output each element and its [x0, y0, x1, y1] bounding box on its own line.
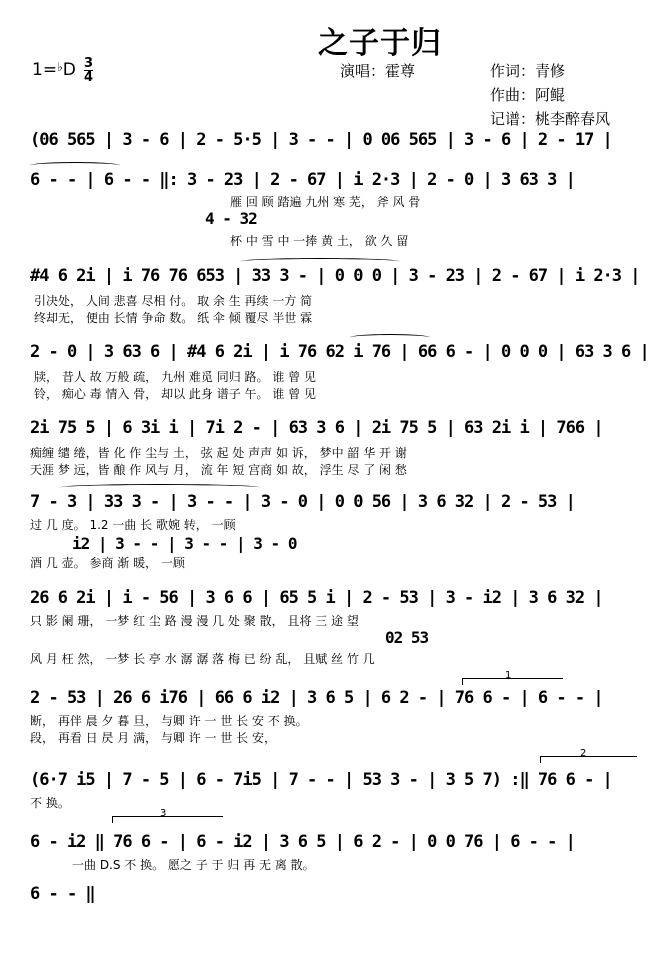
key-note: D	[62, 60, 76, 80]
lyric-row-4-b: 天涯 梦 远，皆 酿 作 风与 月， 流 年 短 宫商 如 故， 浮生 尽 了 闲 愁	[30, 463, 407, 477]
notes-row-5: 7 - 3 | 33 3 - | 3 - - | 3 - 0 | 0 0 56 | 3 6 32 | 2 - 53 |	[30, 492, 575, 512]
time-bottom: 4	[84, 70, 94, 85]
lyric-row-1-b: 杯 中 雪 中 一捧 黄 土， 欲 久 留	[230, 234, 409, 248]
lyric-row-8-a: 不 换。	[30, 796, 70, 810]
lyric-row-2-a: 引决处， 人间 悲喜 尽相 付。 取 余 生 再续 一方 简	[34, 294, 313, 308]
lyric-row-6-a: 只 影 阑 珊， 一梦 红 尘 路 漫 漫 几 处 聚 散， 且将 三 途 望	[30, 614, 359, 628]
volta-1-label: 1	[505, 670, 512, 681]
alt-notes-row-5: i2 | 3 - - | 3 - - | 3 - 0	[72, 534, 297, 553]
volta-3-label: 3	[160, 808, 167, 819]
lyric-row-6-b: 风 月 枉 然， 一梦 长 亭 水 潺 潺 落 梅 已 纷 乱， 且赋 丝 竹 几	[30, 652, 375, 666]
slur	[60, 484, 260, 491]
slur	[240, 258, 400, 265]
lyric-row-7-a: 断， 再伴 晨 夕 暮 旦， 与卿 许 一 世 长 安 不 换。	[30, 714, 308, 728]
score-title: 之子于归	[318, 26, 442, 61]
volta-3-bracket	[112, 816, 223, 823]
notes-row-9: 6 - i2 ‖ 76 6 - | 6 - i2 | 3 6 5 | 6 2 - | 0 0 76 | 6 - - |	[30, 832, 575, 852]
alt-notes-row-1: 4 - 32	[205, 209, 257, 228]
lyric-row-5-b: 酒 几 壶。 参商 渐 暖， 一顾	[30, 556, 185, 570]
notes-row-8: (6·7 i5 | 7 - 5 | 6 - 7i5 | 7 - - | 53 3 - | 3 5 7) :‖ 76 6 - |	[30, 770, 612, 790]
notes-row-1: 6 - - | 6 - - ‖: 3 - 23 | 2 - 67 | i 2·3 | 2 - 0 | 3 63 3 |	[30, 170, 575, 190]
notes-row-4: 2i 75 5 | 6 3i i | 7i 2 - | 63 3 6 | 2i 75 5 | 63 2i i | 766 |	[30, 418, 603, 438]
key-signature	[32, 60, 76, 80]
volta-2-bracket	[540, 756, 637, 763]
notes-row-3: 2 - 0 | 3 63 6 | #4 6 2i | i 76 62 i 76 | 66 6 - | 0 0 0 | 63 3 6 |	[30, 342, 649, 362]
alt-notes-row-6: 02 53	[385, 628, 429, 647]
notes-row-6: 26 6 2i | i - 56 | 3 6 6 | 65 5 i | 2 - 53 | 3 - i2 | 3 6 32 |	[30, 588, 603, 608]
time-signature	[84, 57, 93, 84]
slur	[30, 162, 120, 169]
lyricist-credit: 作词：青修	[490, 62, 566, 80]
lyric-row-4-a: 痴缠 缱 绻，皆 化 作 尘与 土， 弦 起 处 声声 如 诉， 梦中 韶 华 开 谢	[30, 446, 407, 460]
notes-row-10: 6 - - ‖	[30, 884, 95, 904]
slur	[350, 334, 430, 341]
notes-row-7: 2 - 53 | 26 6 i76 | 66 6 i2 | 3 6 5 | 6 2 - | 76 6 - | 6 - - |	[30, 688, 603, 708]
volta-1-bracket	[462, 678, 563, 685]
lyric-row-3-b: 铃， 痴心 毒 情入 骨， 却以 此身 谱子 午。 谁 曾 见	[34, 387, 316, 401]
notes-row-0: (06 565 | 3 - 6 | 2 - 5·5 | 3 - - | 0 06 565 | 3 - 6 | 2 - 17 |	[30, 130, 612, 150]
lyric-row-3-a: 牍， 昔人 故 万般 疏， 九州 难觅 同归 路。 谁 曾 见	[34, 370, 316, 384]
lyric-row-1-a: 雁 回 顾 踏遍 九州 寒 芜， 斧 风 骨	[230, 195, 421, 209]
transcriber-credit: 记谱：桃李醉春风	[490, 110, 611, 128]
key-flat: ♭	[57, 60, 63, 74]
time-top: 3	[84, 56, 94, 71]
composer-credit: 作曲：阿鲲	[490, 86, 566, 104]
volta-2-label: 2	[580, 748, 587, 759]
lyric-row-7-b: 段， 再看 日 昃 月 满， 与卿 许 一 世 长 安，	[30, 731, 276, 745]
lyric-row-2-b: 终却无， 便由 长情 争命 数。 纸 伞 倾 覆尽 半世 霖	[34, 311, 313, 325]
lyric-row-9-a: 一曲 D.S 不 换。 愿之 子 于 归 再 无 离 散。	[72, 858, 315, 872]
lyric-row-5-a: 过 几 度。 1.2 一曲 长 歌婉 转， 一顾	[30, 518, 236, 532]
singer-credit: 演唱：霍尊	[340, 62, 416, 80]
key-prefix: 1=	[32, 60, 58, 80]
notes-row-2: #4 6 2i | i 76 76 653 | 33 3 - | 0 0 0 | 3 - 23 | 2 - 67 | i 2·3 |	[30, 266, 640, 286]
